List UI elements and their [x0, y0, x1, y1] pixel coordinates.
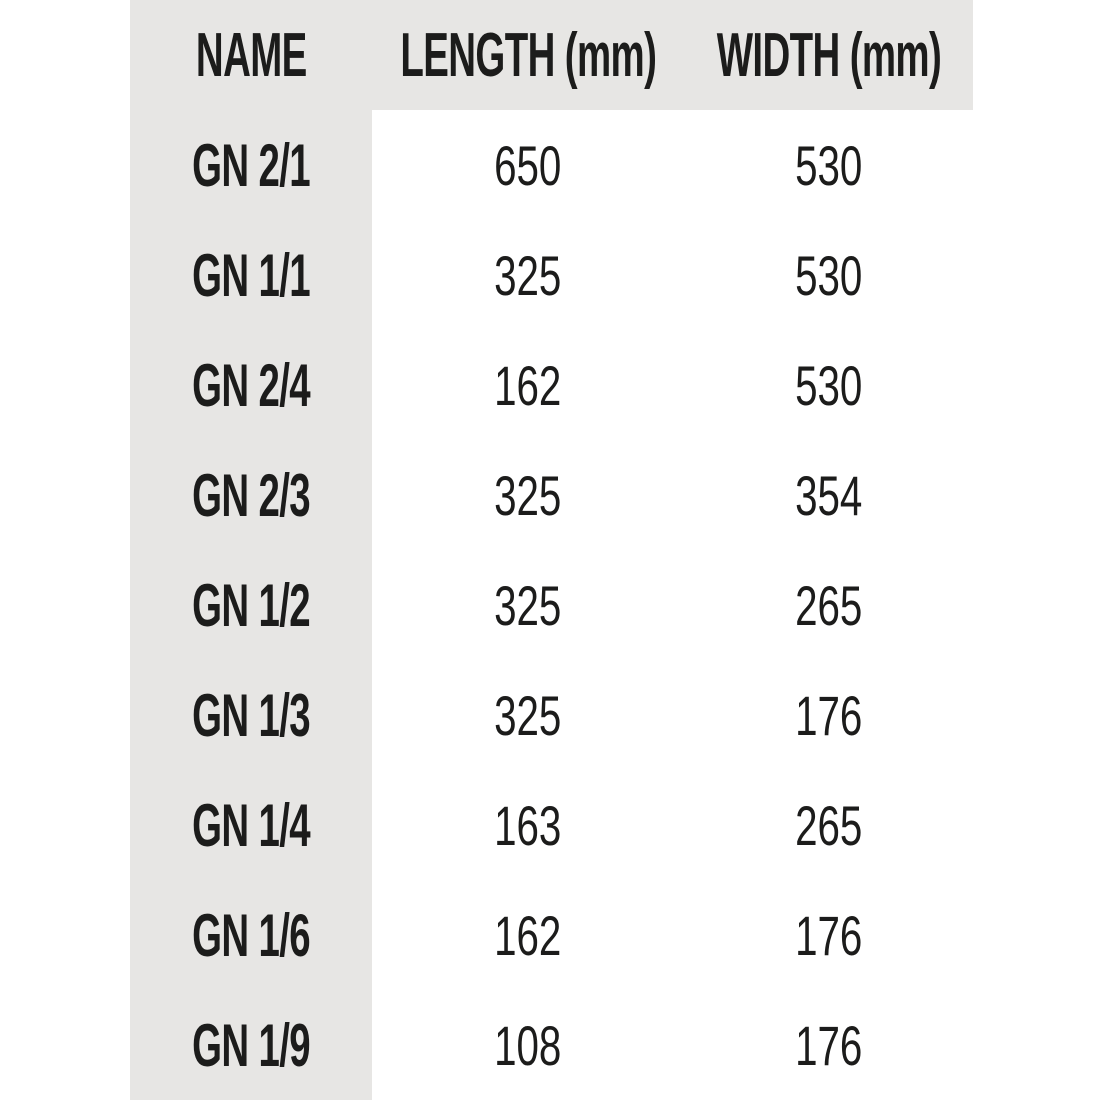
row-name: GN 1/9: [192, 1011, 310, 1079]
header-label-width: WIDTH (mm): [716, 20, 941, 90]
width-cell: [684, 550, 973, 660]
length-cell: [372, 440, 684, 550]
row-name: GN 2/1: [192, 131, 310, 199]
header-label-name: NAME: [195, 20, 307, 90]
name-cell: [130, 330, 372, 440]
width-cell: [684, 440, 973, 550]
width-cell: [684, 330, 973, 440]
name-cell: [130, 880, 372, 990]
row-width: 530: [794, 353, 863, 417]
row-width: 265: [794, 793, 863, 857]
row-width: 176: [794, 903, 863, 967]
header-cell-name: [130, 0, 372, 110]
width-cell: [684, 660, 973, 770]
name-cell: [130, 660, 372, 770]
name-cell: [130, 990, 372, 1100]
row-length: 325: [494, 683, 562, 747]
row-length: 325: [494, 243, 562, 307]
row-width: 530: [794, 133, 863, 197]
name-cell: [130, 440, 372, 550]
row-name: GN 2/3: [192, 461, 310, 529]
gn-size-table: [130, 0, 973, 1100]
row-length: 162: [494, 903, 562, 967]
name-cell: [130, 770, 372, 880]
row-width: 530: [794, 243, 863, 307]
width-cell: [684, 220, 973, 330]
name-cell: [130, 110, 372, 220]
length-cell: [372, 660, 684, 770]
length-cell: [372, 770, 684, 880]
row-length: 163: [494, 793, 562, 857]
name-cell: [130, 220, 372, 330]
width-cell: [684, 110, 973, 220]
row-width: 265: [794, 573, 863, 637]
row-length: 650: [494, 133, 562, 197]
row-name: GN 1/6: [192, 901, 310, 969]
width-cell: [684, 880, 973, 990]
row-length: 325: [494, 573, 562, 637]
header-label-length: LENGTH (mm): [400, 20, 656, 90]
row-name: GN 1/3: [192, 681, 310, 749]
row-length: 325: [494, 463, 562, 527]
row-width: 176: [794, 1013, 863, 1077]
header-cell-length: [372, 0, 684, 110]
row-name: GN 1/1: [192, 241, 310, 309]
length-cell: [372, 110, 684, 220]
length-cell: [372, 220, 684, 330]
row-name: GN 1/2: [192, 571, 310, 639]
row-width: 354: [794, 463, 863, 527]
length-cell: [372, 330, 684, 440]
length-cell: [372, 550, 684, 660]
row-length: 108: [494, 1013, 562, 1077]
row-length: 162: [494, 353, 562, 417]
name-cell: [130, 550, 372, 660]
row-name: GN 2/4: [192, 351, 310, 419]
width-cell: [684, 990, 973, 1100]
length-cell: [372, 990, 684, 1100]
header-cell-width: [684, 0, 973, 110]
row-width: 176: [794, 683, 863, 747]
row-name: GN 1/4: [192, 791, 310, 859]
length-cell: [372, 880, 684, 990]
width-cell: [684, 770, 973, 880]
